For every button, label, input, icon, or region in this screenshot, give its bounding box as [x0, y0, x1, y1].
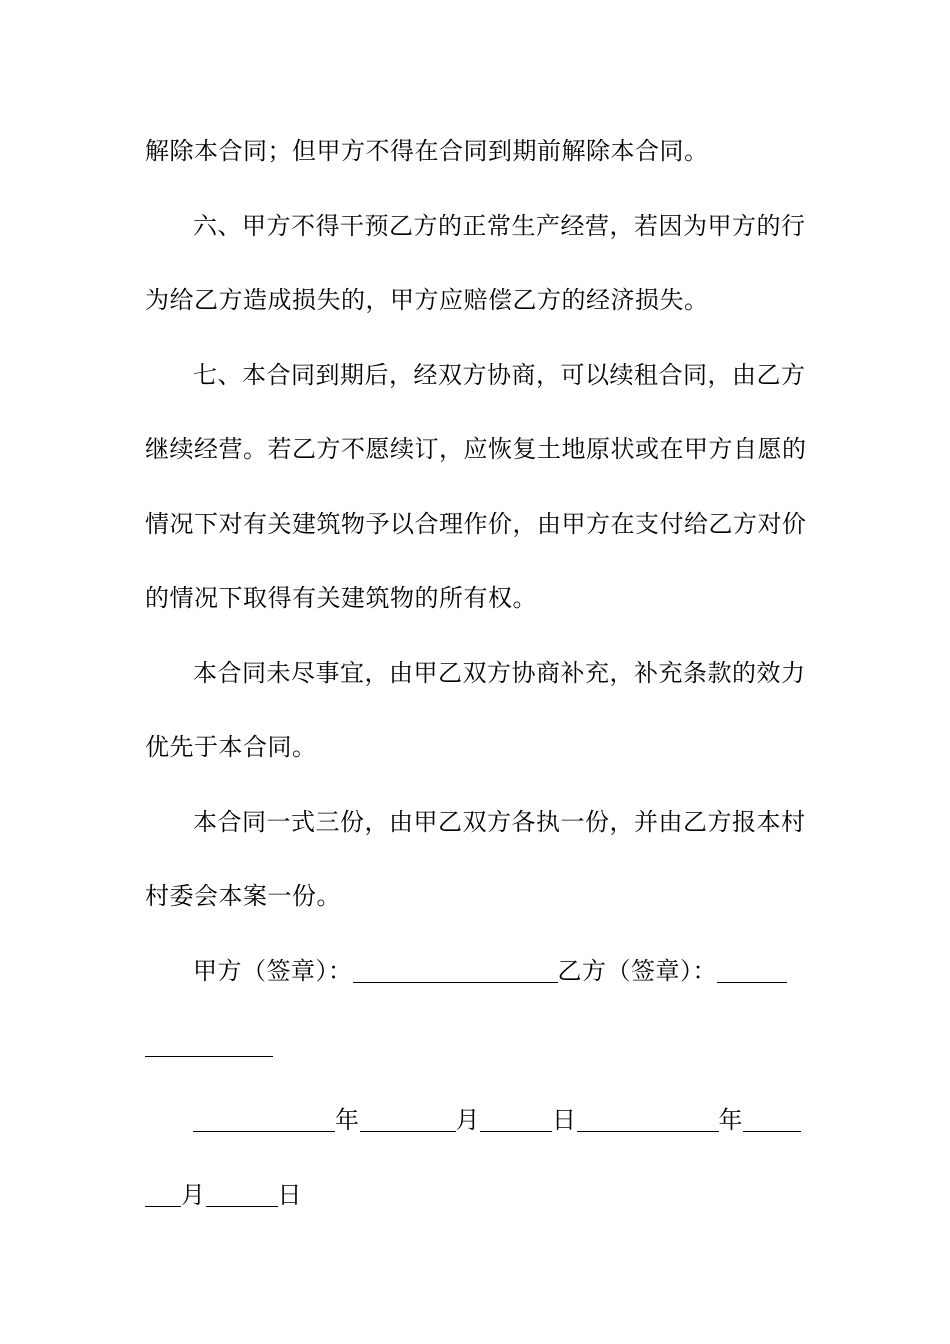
party-b-signature-blank-continued — [145, 1028, 273, 1057]
clause-7-line-2: 继续经营。若乙方不愿续订，应恢复土地原状或在甲方自愿的 — [145, 435, 807, 463]
clause-7-line-1: 七、本合同到期后，经双方协商，可以续租合同，由乙方 — [193, 361, 806, 389]
clause-7-line-4: 的情况下取得有关建筑物的所有权。 — [145, 584, 537, 612]
party-a-year-blank — [193, 1103, 335, 1132]
clause-6-line-2: 为给乙方造成损失的，甲方应赔偿乙方的经济损失。 — [145, 286, 709, 314]
party-a-year-label: 年 — [335, 1106, 360, 1134]
party-b-signature-blank — [717, 954, 787, 983]
date-line — [193, 1100, 810, 1140]
clause-6-line-1: 六、甲方不得干预乙方的正常生产经营，若因为甲方的行 — [193, 212, 806, 240]
party-b-month-blank-continued — [145, 1178, 181, 1207]
party-a-signature-blank — [353, 954, 558, 983]
text-line-1: 解除本合同；但甲方不得在合同到期前解除本合同。 — [145, 137, 709, 165]
party-a-month-label: 月 — [455, 1106, 480, 1134]
party-a-day-blank — [480, 1103, 552, 1132]
supplement-line-2: 优先于本合同。 — [145, 733, 317, 761]
signature-line — [193, 951, 810, 991]
party-b-month-blank — [743, 1103, 801, 1132]
date-line-continued — [145, 1175, 810, 1215]
clause-7-line-3: 情况下对有关建筑物予以合理作价，由甲方在支付给乙方对价 — [145, 510, 807, 538]
party-b-month-label: 月 — [181, 1181, 206, 1209]
party-b-day-blank — [206, 1178, 278, 1207]
party-b-year-label: 年 — [718, 1106, 743, 1134]
signature-line-continued — [145, 1025, 810, 1065]
copies-line-1: 本合同一式三份，由甲乙双方各执一份，并由乙方报本村 — [193, 808, 806, 836]
party-a-day-label: 日 — [552, 1106, 577, 1134]
party-b-year-blank — [577, 1103, 719, 1132]
party-a-month-blank — [360, 1103, 456, 1132]
copies-line-2: 村委会本案一份。 — [145, 882, 341, 910]
supplement-line-1: 本合同未尽事宜，由甲乙双方协商补充，补充条款的效力 — [193, 659, 806, 687]
party-a-label: 甲方（签章）： — [193, 957, 353, 985]
party-b-day-label: 日 — [277, 1181, 302, 1209]
party-b-label: 乙方（签章）： — [557, 957, 717, 985]
